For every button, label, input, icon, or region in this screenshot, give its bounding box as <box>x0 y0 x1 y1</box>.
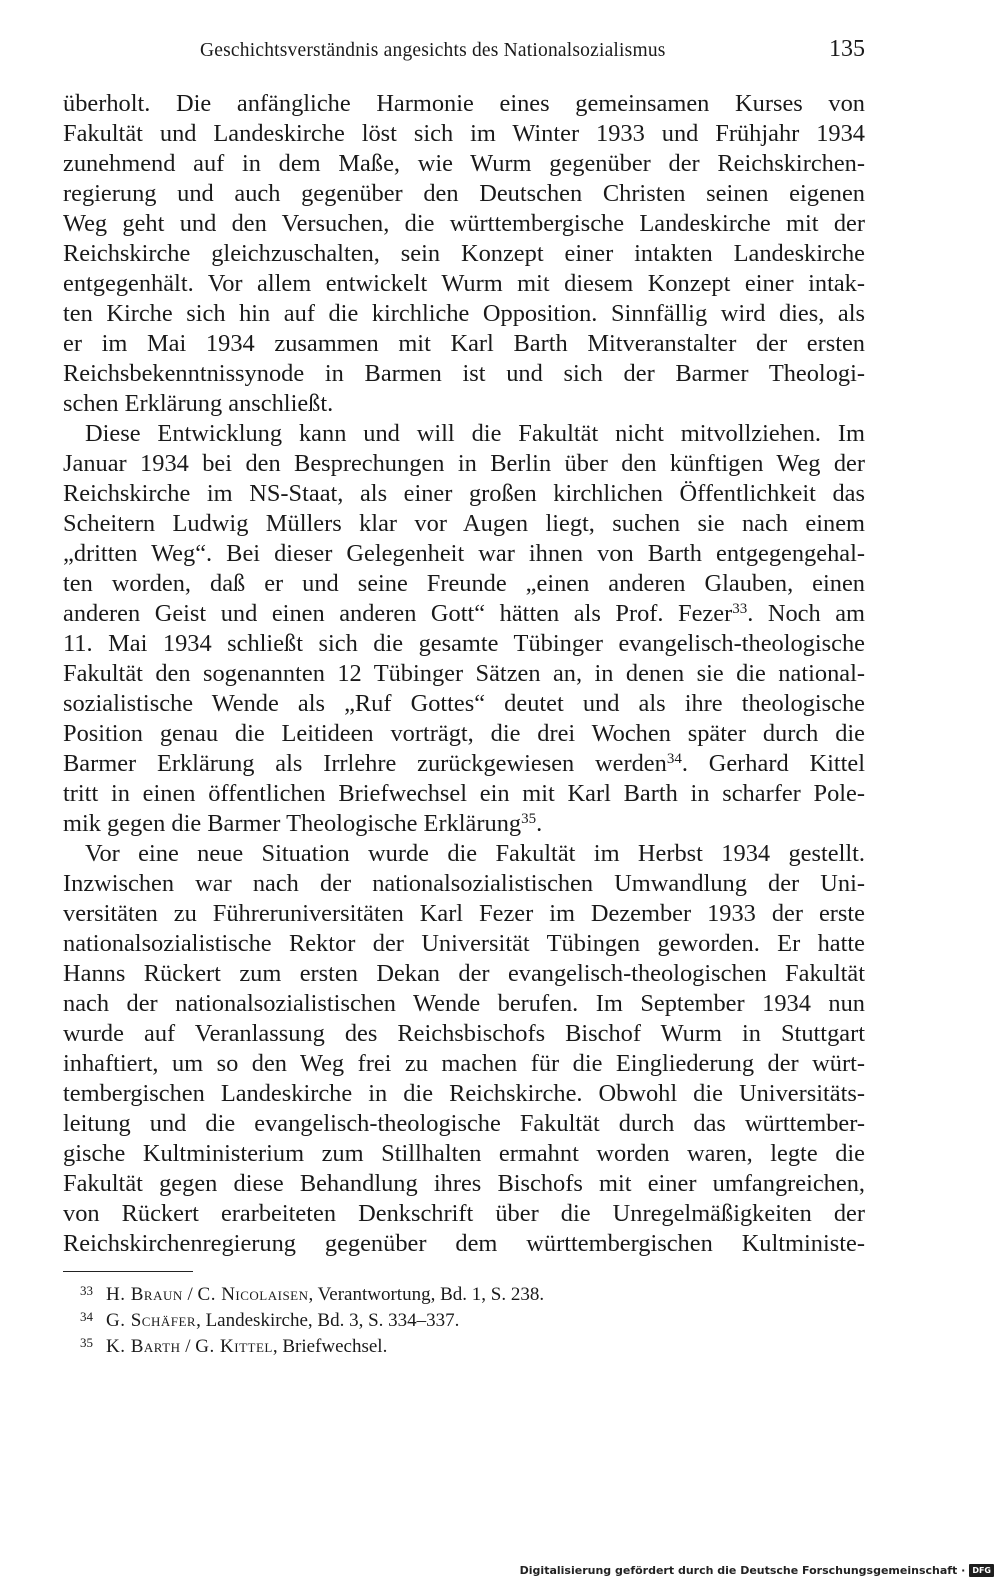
footnote-citation: , Verantwortung, Bd. 1, S. 238. <box>308 1284 545 1305</box>
text-line: entgegenhält. Vor allem entwickelt Wurm mit diesem Konzept einer intak- <box>63 270 865 297</box>
text-segment: . Gerhard Kittel <box>681 750 865 777</box>
text-line: leitung und die evangelisch-theologische Fakultät durch das württember- <box>63 1110 865 1137</box>
text-line: schen Erklärung anschließt. <box>63 390 334 417</box>
text-line: Reichskirche im NS-Staat, als einer großen kirchlichen Öffentlichkeit das <box>63 480 865 507</box>
text-segment: anderen Geist und einen anderen Gott“ hätten als Prof. Fezer <box>63 600 733 627</box>
footnote-separator: / <box>182 1284 198 1305</box>
dfg-logo: DFG <box>969 1564 994 1577</box>
text-line: 11. Mai 1934 schließt sich die gesamte Tübinger evangelisch-theologische <box>63 630 865 657</box>
text-line: ten worden, daß er und seine Freunde „einen anderen Glauben, einen <box>63 570 865 597</box>
text-line: versitäten zu Führeruniversitäten Karl Fezer im Dezember 1933 der erste <box>63 900 865 927</box>
text-line: Januar 1934 bei den Besprechungen in Berlin über den künftigen Weg der <box>63 450 865 477</box>
footnote-ref: 33 <box>732 601 748 617</box>
text-line: ten Kirche sich hin auf die kirchliche Opposition. Sinnfällig wird dies, als <box>63 300 865 327</box>
text-line: Fakultät den sogenannten 12 Tübinger Sätzen an, in denen sie die national- <box>63 660 865 687</box>
text-segment: mik gegen die Barmer Theologische Erklärung <box>63 810 522 837</box>
digitization-credit <box>520 1564 994 1577</box>
footnote-citation: , Landeskirche, Bd. 3, S. 334–337. <box>196 1310 460 1331</box>
body-text <box>63 89 865 1259</box>
text-line: Hanns Rückert zum ersten Dekan der evangelisch-theologischen Fakultät <box>63 960 865 987</box>
text-line: „dritten Weg“. Bei dieser Gelegenheit war ihnen von Barth entgegengehal- <box>63 540 865 567</box>
text-line: überholt. Die anfängliche Harmonie eines gemeinsamen Kurses von <box>63 90 865 117</box>
text-line: inhaftiert, um so den Weg frei zu machen für die Eingliederung der würt- <box>63 1050 865 1077</box>
text-line: Scheitern Ludwig Müllers klar vor Augen liegt, suchen sie nach einem <box>63 510 865 537</box>
text-line: Fakultät und Landeskirche löst sich im Winter 1933 und Frühjahr 1934 <box>63 120 865 147</box>
text-line: tembergischen Landeskirche in die Reichskirche. Obwohl die Universitäts- <box>63 1080 865 1107</box>
text-line: nationalsozialistische Rektor der Universität Tübingen geworden. Er hatte <box>63 930 865 957</box>
text-line: regierung und auch gegenüber den Deutschen Christen seinen eigenen <box>63 180 865 207</box>
footnote: 35 K. Barth / G. Kittel, Briefwechsel. <box>80 1335 388 1357</box>
footnotes <box>80 1282 544 1360</box>
footnote-divider <box>63 1271 193 1272</box>
page-number: 135 <box>829 36 865 62</box>
footnote-author: K. Barth <box>106 1336 181 1357</box>
text-line: von Rückert erarbeiteten Denkschrift über die Unregelmäßigkeiten der <box>63 1200 865 1227</box>
footnote-separator: / <box>180 1336 196 1357</box>
text-line: Diese Entwicklung kann und will die Fakultät nicht mitvollziehen. Im <box>85 420 865 447</box>
footnote-author: H. Braun <box>106 1284 183 1305</box>
text-line: Weg geht und den Versuchen, die württembergische Landeskirche mit der <box>63 210 865 237</box>
text-segment: . <box>536 810 543 837</box>
text-line: nach der nationalsozialistischen Wende berufen. Im September 1934 nun <box>63 990 865 1017</box>
text-line: Inzwischen war nach der nationalsozialistischen Umwandlung der Uni- <box>63 870 865 897</box>
text-line <box>63 599 865 629</box>
footnote-author: G. Schäfer <box>106 1310 197 1331</box>
text-line: Reichskirchenregierung gegenüber dem württembergischen Kultministe- <box>63 1230 865 1257</box>
footnote: 33 H. Braun / C. Nicolaisen, Verantwortung, Bd. 1, S. 238. <box>80 1283 545 1305</box>
text-line: er im Mai 1934 zusammen mit Karl Barth Mitveranstalter der ersten <box>63 330 865 357</box>
text-line: Reichskirche gleichzuschalten, sein Konzept einer intakten Landeskirche <box>63 240 865 267</box>
footnote-author: G. Kittel <box>195 1336 273 1357</box>
text-segment: Barmer Erklärung als Irrlehre zurückgewiesen werden <box>63 750 667 777</box>
footnote-author: C. Nicolaisen <box>197 1284 309 1305</box>
footnote: 34 G. Schäfer, Landeskirche, Bd. 3, S. 334–337. <box>80 1309 460 1331</box>
text-line <box>63 809 865 839</box>
text-line: gische Kultministerium zum Stillhalten ermahnt worden waren, legte die <box>63 1140 865 1167</box>
text-line: Fakultät gegen diese Behandlung ihres Bischofs mit einer umfangreichen, <box>63 1170 865 1197</box>
running-head: Geschichtsverständnis angesichts des Nationalsozialismus <box>200 40 666 61</box>
text-line: zunehmend auf in dem Maße, wie Wurm gegenüber der Reichskirchen- <box>63 150 865 177</box>
text-line: Reichsbekenntnissynode in Barmen ist und sich der Barmer Theologi- <box>63 360 865 387</box>
text-segment: . Noch am <box>747 600 865 627</box>
text-line: Vor eine neue Situation wurde die Fakultät im Herbst 1934 gestellt. <box>85 840 865 867</box>
text-line: Position genau die Leitideen vorträgt, die drei Wochen später durch die <box>63 720 865 747</box>
text-line: sozialistische Wende als „Ruf Gottes“ deutet und als ihre theologische <box>63 690 865 717</box>
text-line: tritt in einen öffentlichen Briefwechsel ein mit Karl Barth in scharfer Pole- <box>63 780 865 807</box>
footnote-citation: , Briefwechsel. <box>272 1336 388 1357</box>
footnote-ref: 34 <box>666 751 682 767</box>
text-line: wurde auf Veranlassung des Reichsbischofs Bischof Wurm in Stuttgart <box>63 1020 865 1047</box>
footnote-ref: 35 <box>521 811 537 827</box>
text-line <box>63 749 865 779</box>
credit-text: Digitalisierung gefördert durch die Deutsche Forschungsgemeinschaft · <box>519 1564 966 1577</box>
